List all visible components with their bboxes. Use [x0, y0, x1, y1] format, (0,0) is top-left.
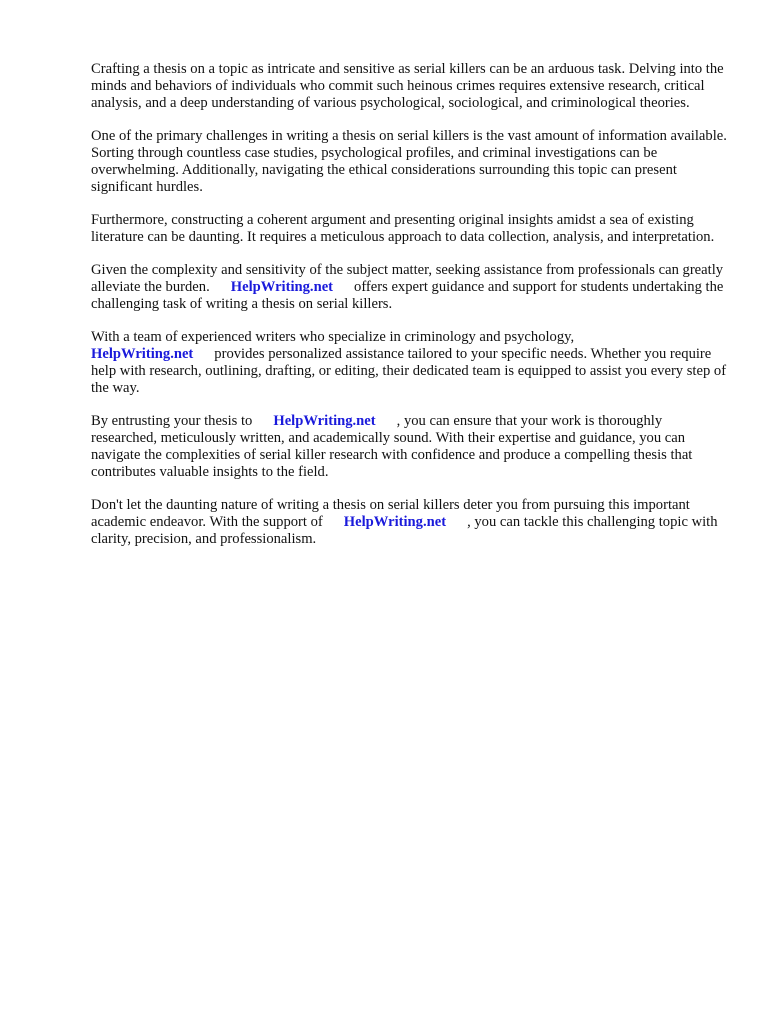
paragraph-text: By entrusting your thesis to: [91, 413, 253, 429]
helpwriting-link[interactable]: HelpWriting.net: [273, 413, 376, 429]
paragraph-argument: [91, 212, 731, 246]
helpwriting-link[interactable]: HelpWriting.net: [343, 514, 447, 530]
paragraph-text: , you can ensure that your work is thoroughly researched, meticulously written, and academically sound. With their expertise and guidance, you can navigate the complexities of serial killer research with confidence and produce a compelling thesis that contributes valuable insights to the field.: [91, 413, 693, 480]
paragraph-team: [91, 329, 731, 397]
helpwriting-link[interactable]: HelpWriting.net: [230, 279, 334, 295]
paragraph-text: With a team of experienced writers who specialize in criminology and psychology,: [91, 329, 575, 345]
paragraph-text: Furthermore, constructing a coherent argument and presenting original insights amidst a sea of existing literature can be daunting. It requires a meticulous approach to data collection, analysis, and interpretation.: [91, 212, 715, 245]
paragraph-text: offers expert guidance and support for students undertaking the challenging task of writing a thesis on serial killers.: [91, 279, 724, 312]
paragraph-assistance: [91, 262, 731, 313]
paragraph-challenges: [91, 128, 731, 196]
paragraph-entrusting: [91, 413, 731, 481]
paragraph-text: Don't let the daunting nature of writing a thesis on serial killers deter you from pursuing this important academic endeavor. With the support of: [91, 497, 690, 530]
helpwriting-link[interactable]: HelpWriting.net: [91, 346, 194, 362]
paragraph-text: , you can tackle this challenging topic with clarity, precision, and professionalism.: [91, 514, 718, 547]
paragraph-conclusion: [91, 497, 731, 548]
paragraph-text: One of the primary challenges in writing a thesis on serial killers is the vast amount of information available. Sorting through countless case studies, psychological profiles, and criminal investigations can be overwhelming. Additionally, navigating the ethical considerations surrounding this topic can present significant hurdles.: [91, 128, 727, 195]
paragraph-text: provides personalized assistance tailored to your specific needs. Whether you require help with research, outlining, drafting, or editing, their dedicated team is equipped to assist you every step of the way.: [91, 346, 727, 396]
paragraph-text: Given the complexity and sensitivity of the subject matter, seeking assistance from professionals can greatly alleviate the burden.: [91, 262, 724, 295]
paragraph-intro: [91, 61, 731, 112]
document-page: [91, 61, 731, 564]
paragraph-text: Crafting a thesis on a topic as intricate and sensitive as serial killers can be an arduous task. Delving into the minds and behaviors of individuals who commit such heinous crimes requires extensive research, critical analysis, and a deep understanding of various psychological, sociological, and criminological theories.: [91, 61, 724, 111]
